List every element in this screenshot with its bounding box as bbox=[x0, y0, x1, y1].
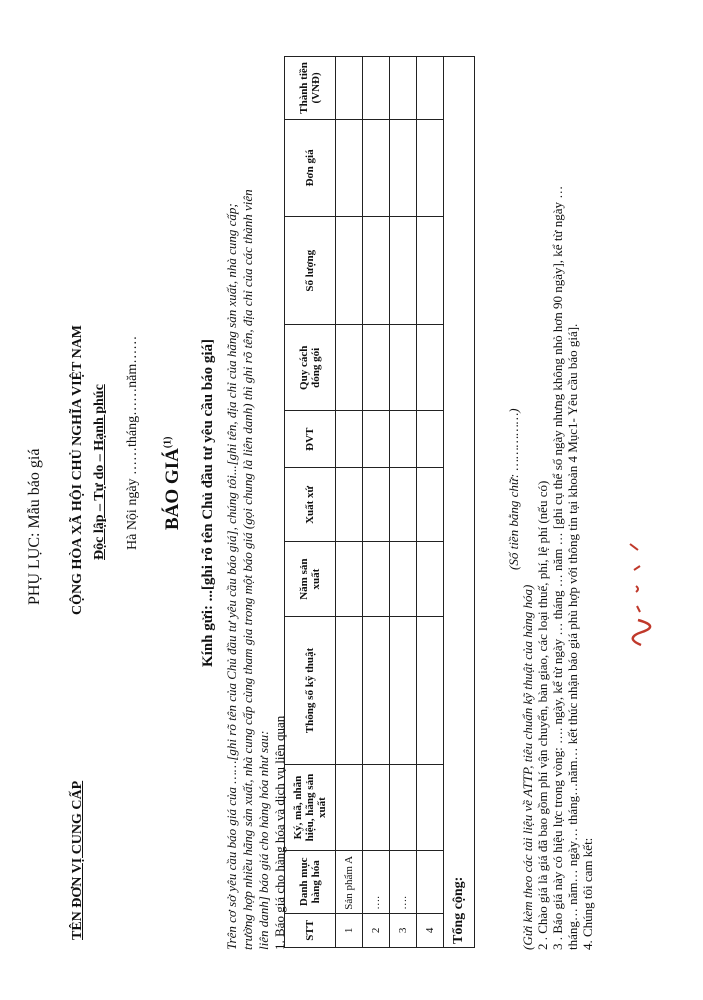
table-row: 1 Sản phẩm A bbox=[336, 57, 363, 948]
col-origin: Xuất xứ bbox=[285, 468, 336, 542]
date-line: Hà Nội ngày ……tháng……năm…… bbox=[125, 335, 140, 550]
supplier-name: TÊN ĐƠN VỊ CUNG CẤP bbox=[70, 780, 85, 940]
nation-heading: CỘNG HÒA XÃ HỘI CHỦ NGHĨA VIỆT NAM bbox=[70, 324, 85, 615]
quotation-table bbox=[284, 56, 475, 948]
document-title bbox=[162, 437, 184, 531]
notes-block bbox=[520, 50, 595, 950]
intro-line: Trên cơ sở yêu cầu báo giá của ……[ghi rõ tên của Chủ đầu tư yêu cầu báo giá], chúng tôi...[ghi tên, địa chỉ của hãng sản xuất, nhà cung cấp; bbox=[224, 203, 239, 950]
signature-mark bbox=[616, 530, 656, 650]
table-row: 3 …. bbox=[390, 57, 417, 948]
col-spec: Thông số kỹ thuật bbox=[285, 616, 336, 765]
intro-line: liên danh] báo giá cho hàng hóa như sau: bbox=[256, 730, 271, 950]
amount-in-words: (Số tiền bằng chữ: ……………) bbox=[506, 408, 521, 570]
note-item: tháng… năm… ngày… tháng…năm… kết thúc nhận báo giá phù hợp với thông tin tại khoản 4 Mục1- Yêu cầu báo giá]. bbox=[565, 323, 580, 950]
attachment-note: (Gửi kèm theo các tài liệu về ATTP, tiêu chuẩn kỹ thuật của hàng hóa) bbox=[520, 584, 535, 950]
intro-line: trường hợp nhiều hãng sản xuất, nhà cung cấp cùng tham gia trong một báo giá (gọi chung là liên danh) thì ghi rõ tên, địa chỉ của các thành viên bbox=[240, 189, 255, 950]
note-item: 2 . Chào giá là giá đã bao gồm phí vận chuyển, bàn giao, các loại thuế, phí, lệ phí (nếu có) bbox=[535, 480, 550, 950]
total-label: Tổng cộng: bbox=[444, 57, 475, 948]
note-item: 3 . Báo giá này có hiệu lực trong vòng: …. ngày, kể từ ngày … tháng … năm … [ghi cụ thể số ngày nhưng không nhỏ hơn 90 ngày], kể từ ngày … bbox=[550, 185, 565, 950]
title-text: BÁO GIÁ bbox=[162, 448, 183, 530]
note-item: 4. Chúng tôi cam kết: bbox=[580, 837, 595, 950]
table-row: 4 bbox=[417, 57, 444, 948]
total-row bbox=[444, 57, 475, 948]
intro-paragraph bbox=[224, 70, 288, 950]
appendix-title: PHỤ LỤC: Mẫu báo giá bbox=[26, 448, 43, 605]
footnote-mark: (1) bbox=[162, 436, 174, 449]
col-packaging: Quy cách đóng gói bbox=[285, 325, 336, 411]
col-year: Năm sản xuất bbox=[285, 542, 336, 616]
recipient-line: Kính gửi: ...[ghi rõ tên Chủ đầu tư yêu cầu báo giá] bbox=[200, 338, 216, 667]
section-heading: 1. Báo giá cho hàng hóa và dịch vụ liên quan bbox=[272, 715, 287, 950]
col-code: Ký, mã, nhãn hiệu, hãng sản xuất bbox=[285, 765, 336, 851]
col-unit-price: Đơn giá bbox=[285, 119, 336, 216]
table-header-row bbox=[285, 57, 336, 948]
col-amount: Thành tiền (VNĐ) bbox=[285, 57, 336, 120]
col-unit: ĐVT bbox=[285, 411, 336, 468]
table-row: 2 …. bbox=[363, 57, 390, 948]
motto: Độc lập – Tự do – Hạnh phúc bbox=[92, 384, 107, 560]
col-quantity: Số lượng bbox=[285, 216, 336, 325]
col-stt: STT bbox=[285, 913, 336, 947]
col-item-name: Danh mục hàng hóa bbox=[285, 850, 336, 913]
